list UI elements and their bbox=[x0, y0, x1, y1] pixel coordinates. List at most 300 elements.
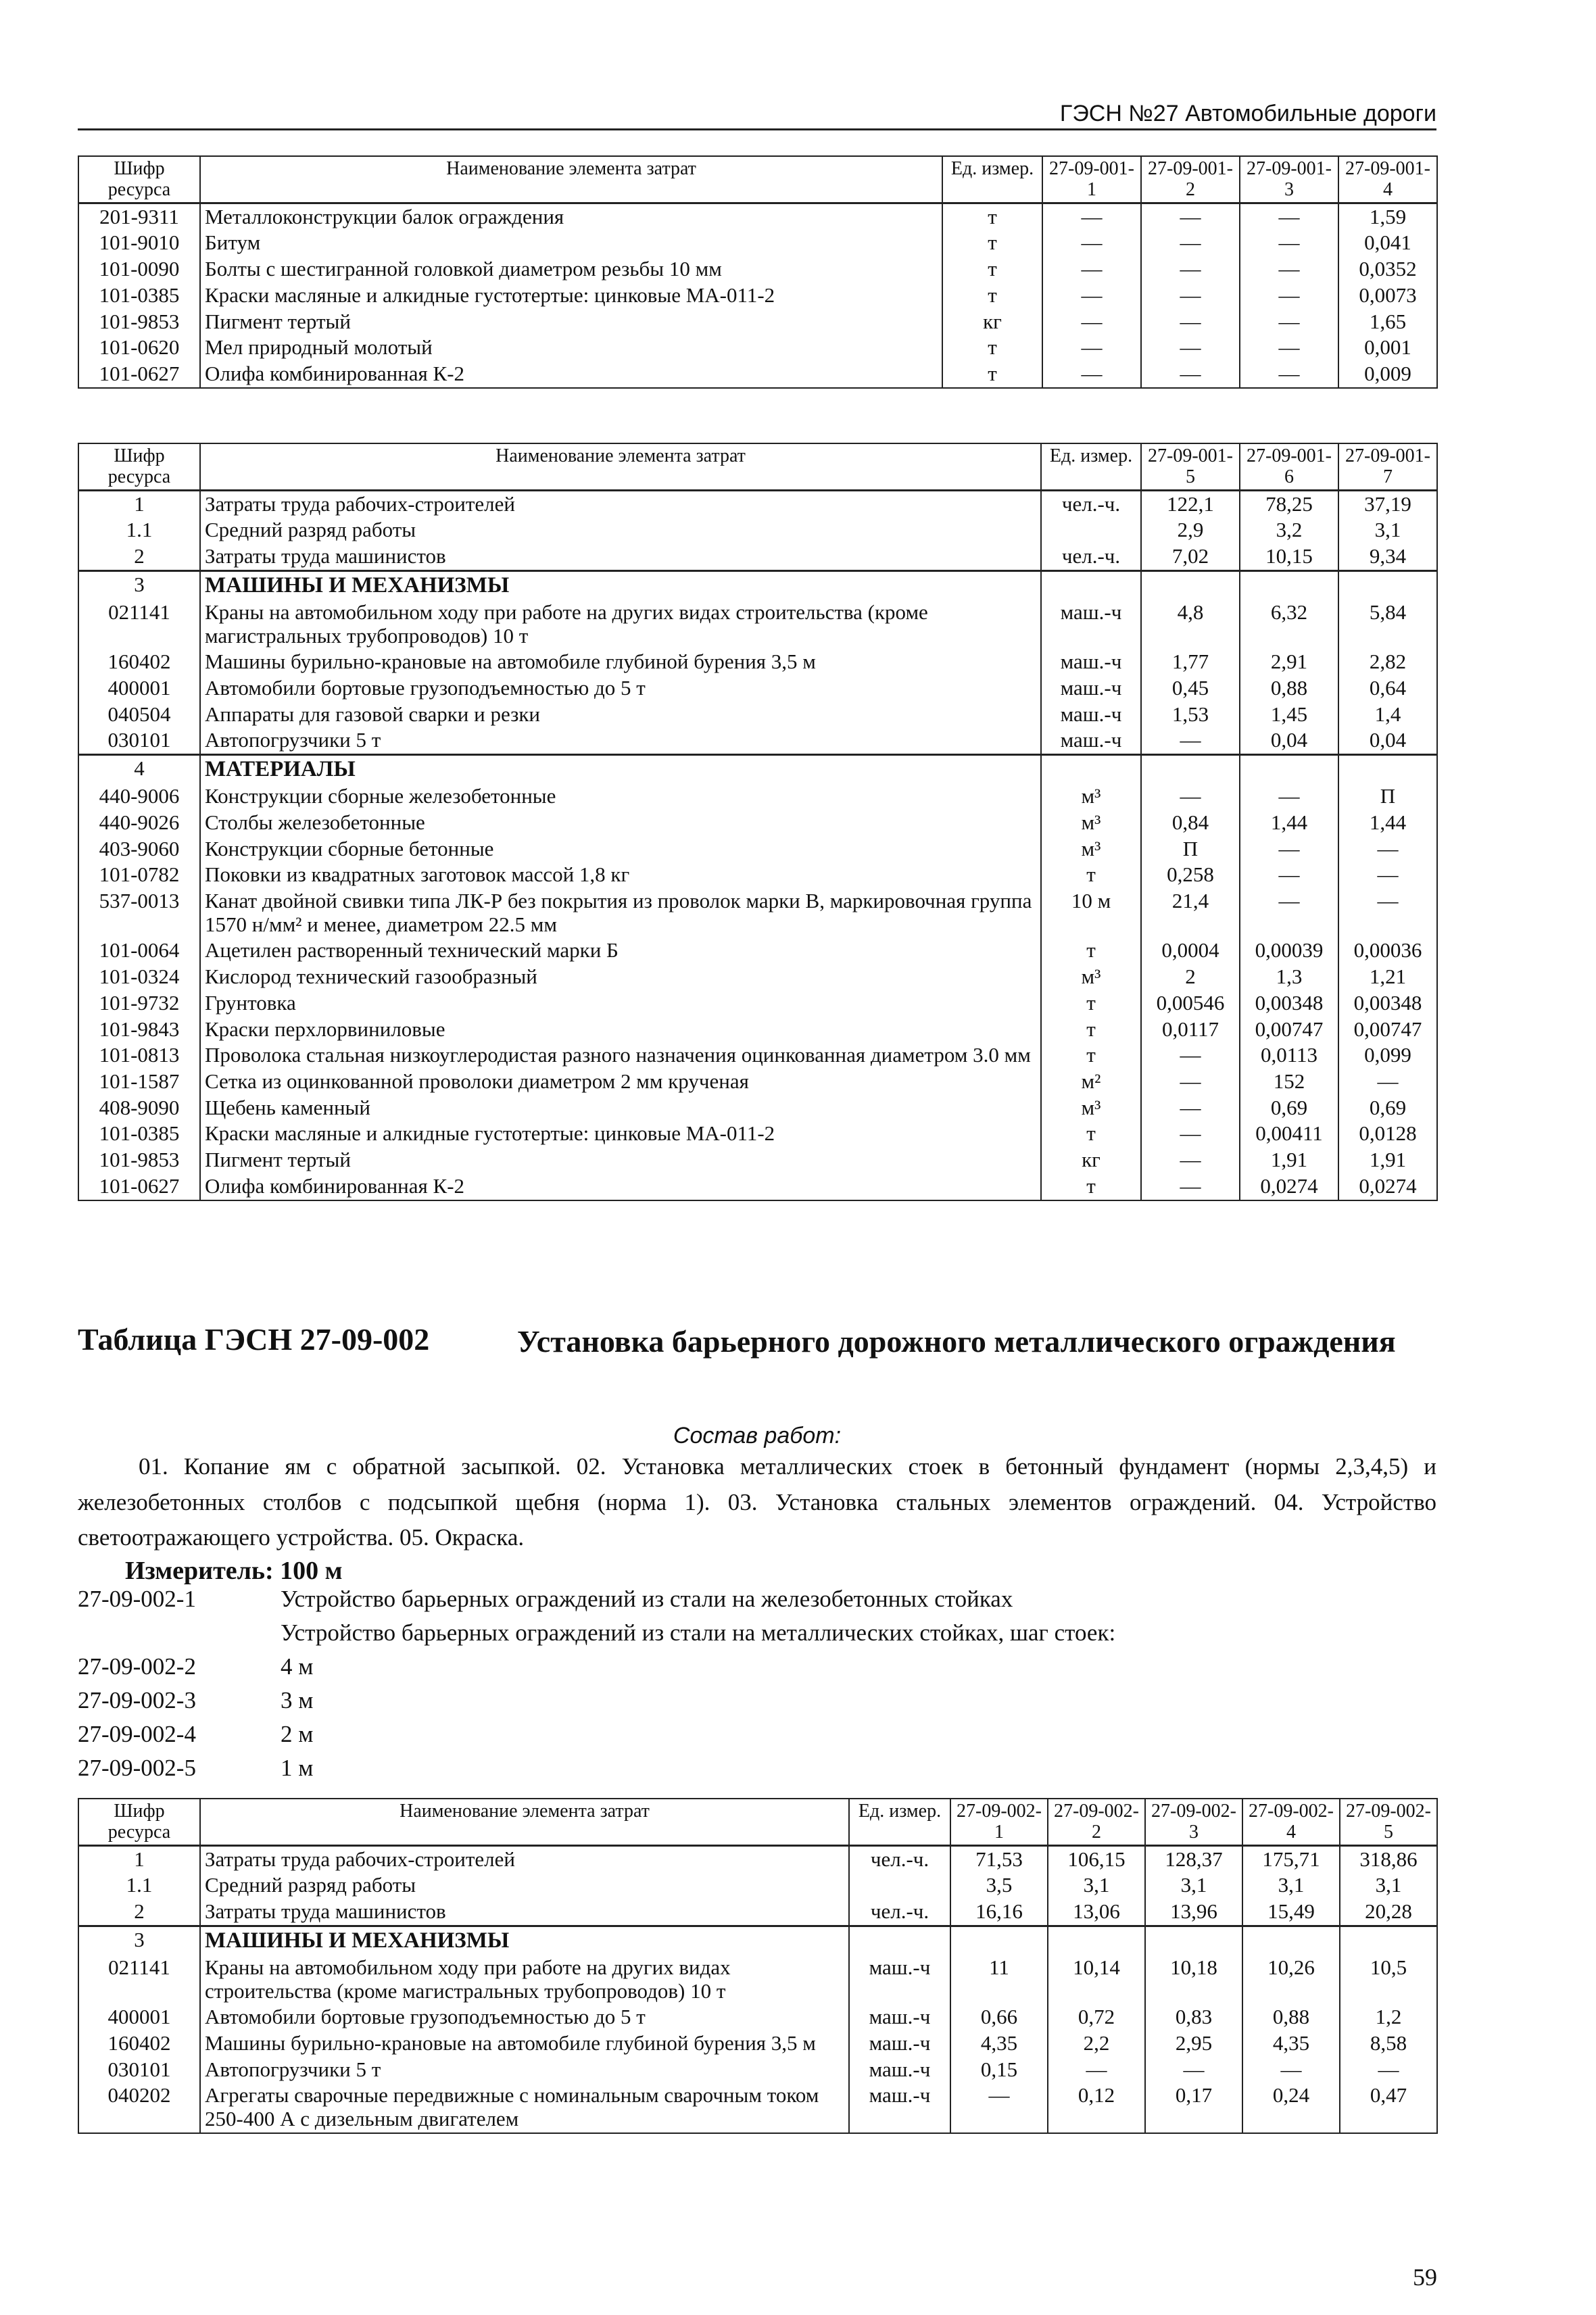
work-composition-subtitle: Состав работ: bbox=[673, 1423, 842, 1448]
table-header-row bbox=[78, 443, 1437, 490]
value-cell: — bbox=[1141, 783, 1240, 810]
resource-code-cell: 030101 bbox=[78, 727, 200, 754]
value-cell: — bbox=[950, 2082, 1048, 2133]
unit-cell: т bbox=[1041, 862, 1141, 888]
value-cell bbox=[1048, 1926, 1145, 1954]
value-cell: — bbox=[1042, 309, 1141, 335]
table-row bbox=[78, 1121, 1437, 1147]
resource-name-cell: Битум bbox=[200, 230, 942, 256]
resource-name-cell: Краны на автомобильном ходу при работе на других видах строительства (кроме магистральных трубопроводов) 10 т bbox=[200, 600, 1041, 649]
column-header: Наименование элемента затрат bbox=[200, 156, 942, 203]
unit-cell: маш.-ч bbox=[849, 2030, 950, 2057]
norm-description: 3 м bbox=[281, 1686, 314, 1713]
value-cell: 152 bbox=[1240, 1069, 1338, 1095]
norm-code: 27-09-002-4 bbox=[78, 1720, 196, 1747]
value-cell: — bbox=[1042, 256, 1141, 283]
value-cell: 0,0274 bbox=[1240, 1173, 1338, 1200]
value-cell: 1,77 bbox=[1141, 649, 1240, 675]
unit-cell: чел.-ч. bbox=[849, 1899, 950, 1926]
resource-code-cell: 101-0064 bbox=[78, 937, 200, 964]
value-cell: 11 bbox=[950, 1955, 1048, 2004]
value-cell: 10,18 bbox=[1145, 1955, 1242, 2004]
norm-code-item bbox=[78, 1755, 1436, 1788]
value-cell: 3,2 bbox=[1240, 517, 1338, 543]
value-cell: 0,00546 bbox=[1141, 990, 1240, 1017]
value-cell: 0,64 bbox=[1338, 675, 1437, 702]
table-row bbox=[78, 361, 1437, 388]
unit-cell: маш.-ч bbox=[849, 1955, 950, 2004]
value-cell: 0,83 bbox=[1145, 2004, 1242, 2030]
value-cell: 4,35 bbox=[950, 2030, 1048, 2057]
value-cell: 0,0117 bbox=[1141, 1017, 1240, 1043]
unit-cell: т bbox=[942, 335, 1042, 361]
page-number: 59 bbox=[1413, 2264, 1437, 2291]
table-row bbox=[78, 888, 1437, 937]
column-header: 27-09-001-4 bbox=[1338, 156, 1437, 203]
value-cell bbox=[1242, 1926, 1340, 1954]
norm-code: 27-09-002-1 bbox=[78, 1585, 196, 1612]
value-cell: — bbox=[1240, 335, 1338, 361]
value-cell: 5,84 bbox=[1338, 600, 1437, 649]
norm-code-item bbox=[78, 1586, 1436, 1619]
column-header: Шифр ресурса bbox=[78, 1799, 200, 1845]
value-cell: 3,5 bbox=[950, 1872, 1048, 1899]
value-cell: 1,59 bbox=[1338, 203, 1437, 230]
resource-code-cell: 101-9853 bbox=[78, 309, 200, 335]
value-cell: 0,72 bbox=[1048, 2004, 1145, 2030]
value-cell: — bbox=[1141, 1147, 1240, 1173]
norm-description: 1 м bbox=[281, 1754, 314, 1781]
resource-code-cell: 101-9010 bbox=[78, 230, 200, 256]
value-cell: — bbox=[1240, 361, 1338, 388]
column-header: 27-09-002-2 bbox=[1048, 1799, 1145, 1845]
resource-name-cell: МАТЕРИАЛЫ bbox=[200, 755, 1041, 783]
value-cell bbox=[1141, 570, 1240, 599]
resource-code-cell: 101-0627 bbox=[78, 361, 200, 388]
norm-description: 4 м bbox=[281, 1653, 314, 1680]
unit-cell: т bbox=[1041, 1121, 1141, 1147]
value-cell: — bbox=[1141, 203, 1240, 230]
resource-name-cell: Металлоконструкции балок ограждения bbox=[200, 203, 942, 230]
resource-code-cell: 040202 bbox=[78, 2082, 200, 2133]
unit-cell: м³ bbox=[1041, 810, 1141, 836]
unit-cell bbox=[1041, 570, 1141, 599]
column-header: 27-09-001-7 bbox=[1338, 443, 1437, 490]
value-cell: — bbox=[1240, 783, 1338, 810]
table-row bbox=[78, 1872, 1437, 1899]
value-cell: 10,26 bbox=[1242, 1955, 1340, 2004]
resource-name-cell: Агрегаты сварочные передвижные с номинальным сварочным током 250-400 А с дизельным двигателем bbox=[200, 2082, 849, 2133]
table-row bbox=[78, 675, 1437, 702]
table-row bbox=[78, 649, 1437, 675]
unit-cell: т bbox=[942, 361, 1042, 388]
value-cell: — bbox=[1240, 836, 1338, 862]
value-cell: — bbox=[1338, 888, 1437, 937]
value-cell: 0,099 bbox=[1338, 1042, 1437, 1069]
column-header: 27-09-001-3 bbox=[1240, 156, 1338, 203]
resource-table-002 bbox=[78, 1798, 1438, 2134]
resource-code-cell: 101-0090 bbox=[78, 256, 200, 283]
unit-cell: чел.-ч. bbox=[849, 1845, 950, 1872]
unit-cell bbox=[1041, 517, 1141, 543]
unit-cell bbox=[849, 1926, 950, 1954]
value-cell: 9,34 bbox=[1338, 543, 1437, 570]
norm-description: Устройство барьерных ограждений из стали на металлических стойках, шаг стоек: bbox=[281, 1619, 1116, 1646]
resource-name-cell: Автопогрузчики 5 т bbox=[200, 2057, 849, 2083]
value-cell: 10,14 bbox=[1048, 1955, 1145, 2004]
unit-cell: м³ bbox=[1041, 1095, 1141, 1121]
value-cell: 0,12 bbox=[1048, 2082, 1145, 2133]
unit-cell bbox=[849, 1872, 950, 1899]
value-cell: 0,0352 bbox=[1338, 256, 1437, 283]
resource-code-cell: 101-0620 bbox=[78, 335, 200, 361]
value-cell: 2,95 bbox=[1145, 2030, 1242, 2057]
resource-name-cell: Конструкции сборные железобетонные bbox=[200, 783, 1041, 810]
table-row bbox=[78, 1926, 1437, 1954]
resource-code-cell: 2 bbox=[78, 1899, 200, 1926]
column-header: Ед. измер. bbox=[942, 156, 1042, 203]
resource-code-cell: 101-9853 bbox=[78, 1147, 200, 1173]
unit-cell: маш.-ч bbox=[849, 2057, 950, 2083]
resource-name-cell: Кислород технический газообразный bbox=[200, 964, 1041, 990]
resource-name-cell: Болты с шестигранной головкой диаметром резьбы 10 мм bbox=[200, 256, 942, 283]
work-composition bbox=[78, 1423, 1436, 1788]
table-row bbox=[78, 1173, 1437, 1200]
value-cell: 0,00747 bbox=[1240, 1017, 1338, 1043]
value-cell: 0,0113 bbox=[1240, 1042, 1338, 1069]
resource-code-cell: 2 bbox=[78, 543, 200, 570]
value-cell: 0,258 bbox=[1141, 862, 1240, 888]
value-cell: 0,0128 bbox=[1338, 1121, 1437, 1147]
value-cell: — bbox=[1240, 283, 1338, 309]
norm-code: 27-09-002-2 bbox=[78, 1653, 196, 1680]
resource-table-001-1-4 bbox=[78, 155, 1438, 389]
resource-code-cell: 030101 bbox=[78, 2057, 200, 2083]
table-row bbox=[78, 309, 1437, 335]
resource-name-cell: Краски масляные и алкидные густотертые: цинковые МА-011-2 bbox=[200, 1121, 1041, 1147]
value-cell: — bbox=[1145, 2057, 1242, 2083]
value-cell bbox=[1240, 755, 1338, 783]
value-cell: 10,5 bbox=[1340, 1955, 1437, 2004]
unit-cell: маш.-ч bbox=[1041, 649, 1141, 675]
value-cell: — bbox=[1141, 1173, 1240, 1200]
unit-cell bbox=[1041, 755, 1141, 783]
resource-code-cell: 400001 bbox=[78, 2004, 200, 2030]
table-row bbox=[78, 335, 1437, 361]
resource-name-cell: Машины бурильно-крановые на автомобиле глубиной бурения 3,5 м bbox=[200, 649, 1041, 675]
norm-code-item bbox=[78, 1619, 1436, 1653]
unit-cell: кг bbox=[942, 309, 1042, 335]
unit-cell: м³ bbox=[1041, 836, 1141, 862]
table-row bbox=[78, 256, 1437, 283]
value-cell: П bbox=[1338, 783, 1437, 810]
value-cell: 15,49 bbox=[1242, 1899, 1340, 1926]
value-cell: 175,71 bbox=[1242, 1845, 1340, 1872]
column-header: 27-09-002-3 bbox=[1145, 1799, 1242, 1845]
resource-code-cell: 101-1587 bbox=[78, 1069, 200, 1095]
resource-name-cell: Краски перхлорвиниловые bbox=[200, 1017, 1041, 1043]
table-row bbox=[78, 543, 1437, 570]
resource-name-cell: Автопогрузчики 5 т bbox=[200, 727, 1041, 754]
table-row bbox=[78, 283, 1437, 309]
resource-code-cell: 1.1 bbox=[78, 1872, 200, 1899]
resource-code-cell: 408-9090 bbox=[78, 1095, 200, 1121]
value-cell: 1,91 bbox=[1240, 1147, 1338, 1173]
value-cell: — bbox=[1240, 309, 1338, 335]
value-cell: — bbox=[1048, 2057, 1145, 2083]
value-cell: 0,47 bbox=[1340, 2082, 1437, 2133]
unit-cell: маш.-ч bbox=[849, 2082, 950, 2133]
norm-code-item bbox=[78, 1653, 1436, 1687]
resource-code-cell: 1 bbox=[78, 490, 200, 517]
value-cell: 4,35 bbox=[1242, 2030, 1340, 2057]
unit-cell: маш.-ч bbox=[1041, 675, 1141, 702]
resource-code-cell: 4 bbox=[78, 755, 200, 783]
table-row bbox=[78, 230, 1437, 256]
table-row bbox=[78, 490, 1437, 517]
unit-cell: т bbox=[942, 256, 1042, 283]
table-row bbox=[78, 1042, 1437, 1069]
value-cell bbox=[950, 1926, 1048, 1954]
value-cell: 1,44 bbox=[1338, 810, 1437, 836]
resource-name-cell: Автомобили бортовые грузоподъемностью до 5 т bbox=[200, 675, 1041, 702]
resource-name-cell: Автомобили бортовые грузоподъемностью до 5 т bbox=[200, 2004, 849, 2030]
column-header: Наименование элемента затрат bbox=[200, 443, 1041, 490]
value-cell: — bbox=[1141, 335, 1240, 361]
resource-code-cell: 101-0627 bbox=[78, 1173, 200, 1200]
resource-code-cell: 160402 bbox=[78, 2030, 200, 2057]
value-cell: 16,16 bbox=[950, 1899, 1048, 1926]
resource-code-cell: 101-0385 bbox=[78, 283, 200, 309]
unit-cell: м³ bbox=[1041, 783, 1141, 810]
resource-name-cell: Машины бурильно-крановые на автомобиле глубиной бурения 3,5 м bbox=[200, 2030, 849, 2057]
value-cell: 1,2 bbox=[1340, 2004, 1437, 2030]
unit-cell: т bbox=[1041, 937, 1141, 964]
value-cell: — bbox=[1338, 1069, 1437, 1095]
work-composition-text: 01. Копание ям с обратной засыпкой. 02. Установка металлических стоек в бетонный фундамент (нормы 2,3,4,5) и железобетонных столбов с подсыпкой щебня (норма 1). 03. Установка стальных элементов ограждений. 04. Устройство светоотражающего устройства. 05. Окраска. bbox=[78, 1453, 1436, 1551]
norm-code: 27-09-002-3 bbox=[78, 1686, 196, 1713]
value-cell: — bbox=[1240, 888, 1338, 937]
table-row bbox=[78, 702, 1437, 728]
column-header: Наименование элемента затрат bbox=[200, 1799, 849, 1845]
column-header: 27-09-001-5 bbox=[1141, 443, 1240, 490]
value-cell: 318,86 bbox=[1340, 1845, 1437, 1872]
resource-code-cell: 537-0013 bbox=[78, 888, 200, 937]
table-row bbox=[78, 755, 1437, 783]
value-cell: — bbox=[1042, 203, 1141, 230]
column-header: 27-09-001-2 bbox=[1141, 156, 1240, 203]
resource-name-cell: Олифа комбинированная К-2 bbox=[200, 361, 942, 388]
resource-name-cell: Сетка из оцинкованной проволоки диаметром 2 мм крученая bbox=[200, 1069, 1041, 1095]
table-row bbox=[78, 2004, 1437, 2030]
column-header: Шифр ресурса bbox=[78, 156, 200, 203]
resource-code-cell: 403-9060 bbox=[78, 836, 200, 862]
value-cell: 0,009 bbox=[1338, 361, 1437, 388]
resource-name-cell: Затраты труда машинистов bbox=[200, 543, 1041, 570]
table-row bbox=[78, 1069, 1437, 1095]
value-cell: — bbox=[1141, 1069, 1240, 1095]
table-row bbox=[78, 517, 1437, 543]
resource-name-cell: Затраты труда рабочих-строителей bbox=[200, 1845, 849, 1872]
table-row bbox=[78, 2082, 1437, 2133]
resource-name-cell: Краски масляные и алкидные густотертые: цинковые МА-011-2 bbox=[200, 283, 942, 309]
value-cell: 0,00411 bbox=[1240, 1121, 1338, 1147]
value-cell: — bbox=[1141, 1042, 1240, 1069]
resource-name-cell: Средний разряд работы bbox=[200, 1872, 849, 1899]
value-cell bbox=[1141, 755, 1240, 783]
resource-name-cell: Проволока стальная низкоуглеродистая разного назначения оцинкованная диаметром 3.0 мм bbox=[200, 1042, 1041, 1069]
resource-name-cell: Ацетилен растворенный технический марки Б bbox=[200, 937, 1041, 964]
value-cell: — bbox=[1042, 283, 1141, 309]
value-cell: 0,88 bbox=[1240, 675, 1338, 702]
table-row bbox=[78, 2057, 1437, 2083]
column-header: Ед. измер. bbox=[1041, 443, 1141, 490]
value-cell: 3,1 bbox=[1145, 1872, 1242, 1899]
resource-code-cell: 021141 bbox=[78, 1955, 200, 2004]
value-cell: 106,15 bbox=[1048, 1845, 1145, 1872]
resource-code-cell: 440-9026 bbox=[78, 810, 200, 836]
value-cell: 13,06 bbox=[1048, 1899, 1145, 1926]
norm-description: 2 м bbox=[281, 1720, 314, 1747]
table-row bbox=[78, 727, 1437, 754]
resource-name-cell: Пигмент тертый bbox=[200, 1147, 1041, 1173]
resource-name-cell: МАШИНЫ И МЕХАНИЗМЫ bbox=[200, 1926, 849, 1954]
unit-cell: маш.-ч bbox=[1041, 600, 1141, 649]
value-cell: — bbox=[1141, 256, 1240, 283]
value-cell: 10,15 bbox=[1240, 543, 1338, 570]
table-row bbox=[78, 783, 1437, 810]
resource-name-cell: Аппараты для газовой сварки и резки bbox=[200, 702, 1041, 728]
value-cell: 4,8 bbox=[1141, 600, 1240, 649]
column-header: Ед. измер. bbox=[849, 1799, 950, 1845]
resource-code-cell: 1 bbox=[78, 1845, 200, 1872]
value-cell bbox=[1145, 1926, 1242, 1954]
unit-cell: маш.-ч bbox=[1041, 727, 1141, 754]
value-cell: — bbox=[1240, 203, 1338, 230]
table-row bbox=[78, 1955, 1437, 2004]
value-cell: 3,1 bbox=[1242, 1872, 1340, 1899]
value-cell: 3,1 bbox=[1338, 517, 1437, 543]
unit-cell: т bbox=[942, 230, 1042, 256]
resource-code-cell: 440-9006 bbox=[78, 783, 200, 810]
value-cell: 2,2 bbox=[1048, 2030, 1145, 2057]
resource-name-cell: Олифа комбинированная К-2 bbox=[200, 1173, 1041, 1200]
value-cell: 1,53 bbox=[1141, 702, 1240, 728]
unit-cell: м² bbox=[1041, 1069, 1141, 1095]
value-cell: 0,0073 bbox=[1338, 283, 1437, 309]
resource-code-cell: 201-9311 bbox=[78, 203, 200, 230]
table-row bbox=[78, 810, 1437, 836]
value-cell: 128,37 bbox=[1145, 1845, 1242, 1872]
value-cell: 7,02 bbox=[1141, 543, 1240, 570]
column-header: 27-09-001-6 bbox=[1240, 443, 1338, 490]
table-row bbox=[78, 2030, 1437, 2057]
column-header: 27-09-001-1 bbox=[1042, 156, 1141, 203]
resource-name-cell: Мел природный молотый bbox=[200, 335, 942, 361]
value-cell: — bbox=[1141, 361, 1240, 388]
table-row bbox=[78, 990, 1437, 1017]
resource-code-cell: 101-0324 bbox=[78, 964, 200, 990]
unit-cell: т bbox=[942, 203, 1042, 230]
value-cell: 0,88 bbox=[1242, 2004, 1340, 2030]
running-header bbox=[78, 101, 1436, 130]
value-cell: 0,0004 bbox=[1141, 937, 1240, 964]
resource-name-cell: Пигмент тертый bbox=[200, 309, 942, 335]
value-cell: — bbox=[1340, 2057, 1437, 2083]
table-row bbox=[78, 203, 1437, 230]
resource-code-cell: 3 bbox=[78, 570, 200, 599]
value-cell: 0,69 bbox=[1240, 1095, 1338, 1121]
column-header: 27-09-002-1 bbox=[950, 1799, 1048, 1845]
table-row bbox=[78, 1845, 1437, 1872]
resource-code-cell: 160402 bbox=[78, 649, 200, 675]
resource-name-cell: Канат двойной свивки типа ЛК-Р без покрытия из проволок марки В, маркировочная группа 1570 н/мм² и менее, диаметром 22.5 мм bbox=[200, 888, 1041, 937]
value-cell bbox=[1240, 570, 1338, 599]
value-cell: — bbox=[1338, 862, 1437, 888]
resource-code-cell: 021141 bbox=[78, 600, 200, 649]
resource-name-cell: Средний разряд работы bbox=[200, 517, 1041, 543]
table-row bbox=[78, 1147, 1437, 1173]
table-row bbox=[78, 937, 1437, 964]
unit-cell: т bbox=[1041, 1173, 1141, 1200]
resource-name-cell: Поковки из квадратных заготовок массой 1,8 кг bbox=[200, 862, 1041, 888]
value-cell bbox=[1340, 1926, 1437, 1954]
value-cell: 37,19 bbox=[1338, 490, 1437, 517]
table-row bbox=[78, 836, 1437, 862]
value-cell: 1,4 bbox=[1338, 702, 1437, 728]
value-cell: 0,66 bbox=[950, 2004, 1048, 2030]
norm-description: Устройство барьерных ограждений из стали на железобетонных стойках bbox=[281, 1585, 1013, 1612]
value-cell: — bbox=[1042, 335, 1141, 361]
value-cell: — bbox=[1242, 2057, 1340, 2083]
value-cell: 21,4 bbox=[1141, 888, 1240, 937]
resource-name-cell: Конструкции сборные бетонные bbox=[200, 836, 1041, 862]
resource-code-cell: 400001 bbox=[78, 675, 200, 702]
resource-code-cell: 101-0782 bbox=[78, 862, 200, 888]
resource-code-cell: 101-0385 bbox=[78, 1121, 200, 1147]
resource-table-001-5-7 bbox=[78, 443, 1438, 1201]
resource-name-cell: Грунтовка bbox=[200, 990, 1041, 1017]
value-cell: 0,69 bbox=[1338, 1095, 1437, 1121]
table-row bbox=[78, 862, 1437, 888]
value-cell: — bbox=[1141, 1121, 1240, 1147]
value-cell: — bbox=[1338, 836, 1437, 862]
norm-code-item bbox=[78, 1687, 1436, 1721]
value-cell: — bbox=[1141, 309, 1240, 335]
unit-cell: т bbox=[942, 283, 1042, 309]
value-cell: 13,96 bbox=[1145, 1899, 1242, 1926]
unit-cell: маш.-ч bbox=[849, 2004, 950, 2030]
value-cell: 3,1 bbox=[1340, 1872, 1437, 1899]
value-cell: 2,82 bbox=[1338, 649, 1437, 675]
value-cell: — bbox=[1042, 230, 1141, 256]
value-cell: 2,91 bbox=[1240, 649, 1338, 675]
running-header-title: ГЭСН №27 Автомобильные дороги bbox=[1059, 101, 1436, 126]
value-cell: 3,1 bbox=[1048, 1872, 1145, 1899]
value-cell: 0,45 bbox=[1141, 675, 1240, 702]
unit-cell: маш.-ч bbox=[1041, 702, 1141, 728]
value-cell: 20,28 bbox=[1340, 1899, 1437, 1926]
norm-code-list bbox=[78, 1586, 1436, 1788]
unit-cell: м³ bbox=[1041, 964, 1141, 990]
value-cell: — bbox=[1141, 283, 1240, 309]
column-header: 27-09-002-5 bbox=[1340, 1799, 1437, 1845]
value-cell: — bbox=[1240, 256, 1338, 283]
value-cell: — bbox=[1141, 230, 1240, 256]
unit-cell: т bbox=[1041, 990, 1141, 1017]
table-header-row bbox=[78, 156, 1437, 203]
value-cell: 0,001 bbox=[1338, 335, 1437, 361]
